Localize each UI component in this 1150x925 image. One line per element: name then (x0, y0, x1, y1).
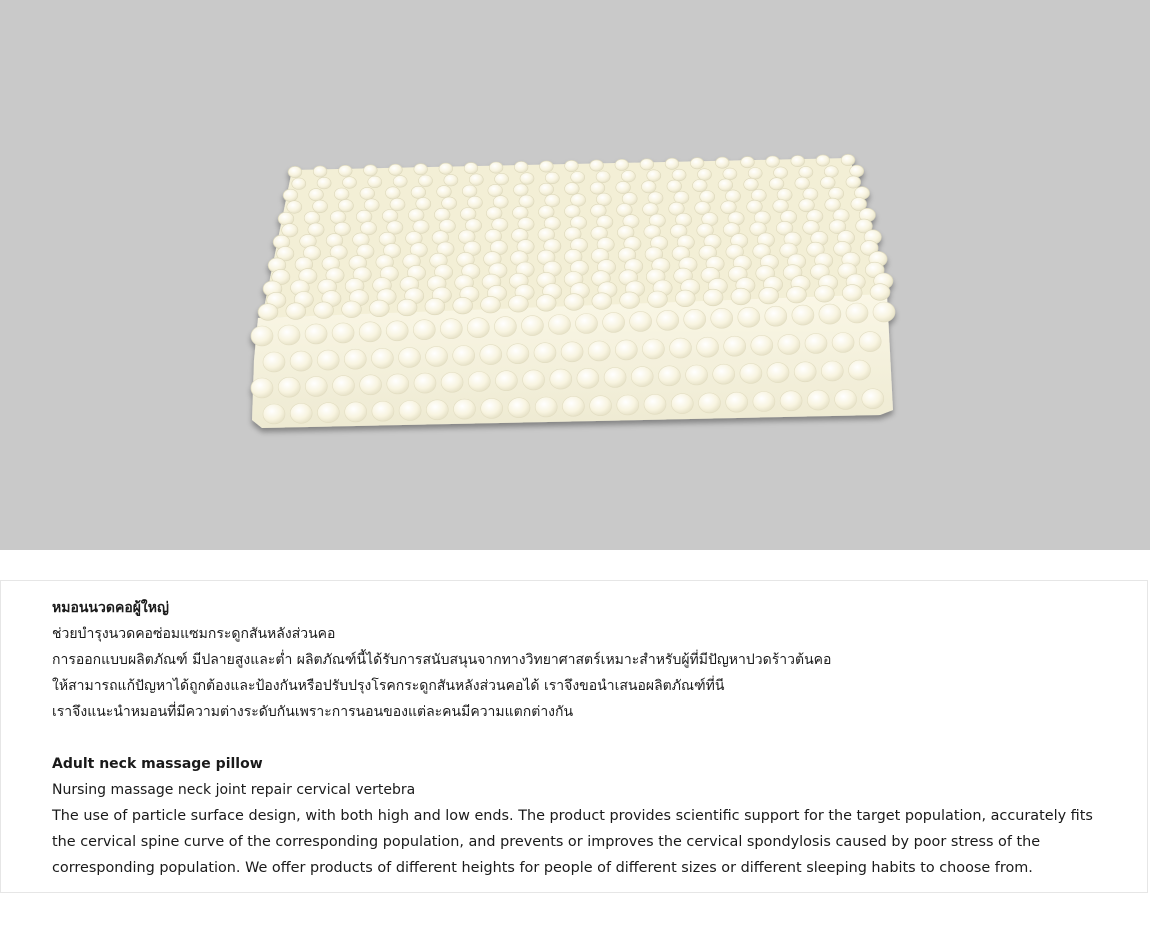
pillow-side-nub (399, 401, 421, 421)
pillow-nub (453, 297, 473, 314)
product-description (0, 580, 1148, 893)
pillow-side-nub (862, 389, 884, 409)
pillow-side-nub (278, 377, 300, 397)
pillow-side-nub (658, 366, 680, 386)
pillow-side-nub (305, 376, 327, 396)
pillow-nub (842, 285, 862, 302)
pillow-side-nub (371, 348, 393, 368)
pillow-side-nub (345, 402, 367, 422)
pillow-nub (870, 284, 890, 301)
pillow-nub (488, 184, 503, 196)
pillow-nub (748, 168, 762, 180)
pillow-nub (590, 182, 605, 194)
pillow-side-nub (278, 325, 300, 345)
pillow-nub (520, 173, 534, 185)
pillow-nub (640, 159, 654, 170)
pillow-nub (791, 156, 805, 167)
pillow-nub (439, 163, 453, 174)
pillow-nub (442, 197, 457, 210)
pillow-side-nub (846, 303, 868, 323)
pillow-side-nub (550, 369, 572, 389)
pillow-nub (287, 201, 302, 214)
pillow-nub (334, 188, 349, 200)
pillow-side-nub (332, 323, 354, 343)
pillow-nub (389, 164, 403, 175)
english-body: The use of particle surface design, with both high and low ends. The product provides scientific support for the target population, accurately fits the cervical spine curve of the corresponding population, and prevents or improves the cervical spondylosis caused by poor stress of the corresponding population. We offer products of different heights for people of different sizes or different sleeping habits to choose from. (52, 808, 1093, 876)
pillow-side-nub (263, 352, 285, 372)
pillow-side-nub (508, 398, 530, 418)
pillow-side-nub (711, 308, 733, 328)
pillow-nub (369, 300, 389, 317)
pillow-side-nub (386, 321, 408, 341)
pillow-nub (288, 166, 302, 177)
pillow-side-nub (604, 367, 626, 387)
pillow-side-nub (644, 394, 666, 414)
pillow-side-nub (399, 347, 421, 367)
pillow-side-nub (561, 342, 583, 362)
pillow-side-nub (724, 336, 746, 356)
pillow-nub (846, 176, 861, 188)
pillow-nub (620, 292, 640, 309)
pillow-nub (622, 192, 637, 205)
pillow-nub (799, 166, 813, 178)
pillow-nub (850, 165, 864, 177)
pillow-nub (489, 162, 503, 173)
pillow-side-nub (251, 378, 273, 398)
pillow-side-nub (344, 349, 366, 369)
pillow-nub (648, 291, 668, 308)
pillow-side-nub (507, 344, 529, 364)
pillow-nub (592, 293, 612, 310)
pillow-side-nub (426, 400, 448, 420)
pillow-nub (425, 298, 445, 315)
pillow-nub (390, 198, 405, 211)
pillow-nub (590, 160, 604, 171)
pillow-nub (464, 163, 478, 174)
pillow-nub (545, 172, 559, 184)
pillow-nub (509, 296, 529, 313)
pillow-side-nub (807, 390, 829, 410)
pillow-side-nub (521, 316, 543, 336)
thai-title: หมอนนวดคอผู้ใหญ่ (52, 600, 169, 616)
pillow-nub (540, 161, 554, 172)
pillow-side-nub (480, 345, 502, 365)
pillow-side-nub (387, 374, 409, 394)
pillow-nub (536, 295, 556, 312)
pillow-nub (258, 304, 278, 321)
english-subtitle: Nursing massage neck joint repair cervical vertebra (52, 782, 416, 798)
pillow-side-nub (726, 392, 748, 412)
pillow-side-nub (713, 364, 735, 384)
pillow-nub (437, 186, 452, 198)
pillow-nub (571, 194, 586, 207)
pillow-side-nub (778, 334, 800, 354)
pillow-side-nub (549, 315, 571, 335)
pillow-side-nub (359, 322, 381, 342)
pillow-nub (414, 164, 428, 175)
pillow-nub (774, 167, 788, 179)
pillow-side-nub (468, 372, 490, 392)
pillow-nub (469, 174, 483, 186)
pillow-nub (616, 181, 631, 193)
pillow-side-nub (441, 372, 463, 392)
pillow-side-nub (414, 373, 436, 393)
pillow-side-nub (794, 362, 816, 382)
pillow-side-nub (873, 302, 895, 322)
pillow-nub (841, 154, 855, 165)
pillow-side-nub (671, 394, 693, 414)
pillow-nub (330, 211, 346, 224)
pillow-side-nub (481, 398, 503, 418)
pillow-nub (751, 189, 766, 202)
pillow-side-nub (805, 333, 827, 353)
pillow-nub (759, 287, 779, 304)
pillow-nub (292, 178, 306, 190)
pillow-side-nub (699, 393, 721, 413)
pillow-nub (665, 158, 679, 169)
pillow-side-nub (426, 346, 448, 366)
pillow-nub (368, 176, 382, 188)
pillow-nub (667, 180, 682, 192)
pillow-side-nub (765, 306, 787, 326)
pillow-nub (495, 173, 509, 185)
pillow-nub (317, 177, 331, 189)
pillow-side-nub (317, 350, 339, 370)
pillow-nub (314, 302, 334, 319)
pillow-side-nub (523, 370, 545, 390)
pillow-nub (816, 155, 830, 166)
pillow-nub (278, 212, 294, 225)
pillow-side-nub (697, 337, 719, 357)
pillow-nub (386, 187, 401, 199)
pillow-side-nub (440, 319, 462, 339)
pillow-side-nub (657, 310, 679, 330)
pillow-nub (514, 184, 529, 196)
pillow-nub (565, 160, 579, 171)
pillow-side-nub (835, 389, 857, 409)
pillow-nub (672, 169, 686, 181)
thai-line-2: การออกแบบผลิตภัณฑ์ มีปลายสูงและต่ำ ผลิตภัณฑ์นี้ได้รับการสนับสนุนจากทางวิทยาศาสตร์เหมาะสำหรับผู้ที่มีปัญหาปวดร้าวต้นคอ (52, 652, 832, 668)
english-title: Adult neck massage pillow (52, 756, 263, 772)
pillow-nub (565, 183, 580, 195)
pillow-nub (766, 156, 780, 167)
pillow-nub (675, 290, 695, 307)
pillow-side-nub (615, 340, 637, 360)
pillow-nub (829, 187, 844, 200)
pillow-side-nub (859, 332, 881, 352)
pillow-side-nub (792, 305, 814, 325)
pillow-nub (824, 166, 838, 178)
pillow-side-nub (317, 403, 339, 423)
pillow-nub (282, 224, 298, 237)
pillow-nub (693, 180, 708, 192)
pillow-side-nub (617, 395, 639, 415)
pillow-side-nub (753, 392, 775, 412)
pillow-nub (339, 165, 353, 176)
pillow-side-nub (333, 376, 355, 396)
pillow-nub (596, 193, 611, 206)
pillow-nub (539, 183, 554, 195)
pillow-nub (647, 170, 661, 182)
pillow-nub (411, 186, 426, 198)
pillow-side-nub (290, 351, 312, 371)
pillow-nub (621, 170, 635, 182)
pillow-nub (731, 288, 751, 305)
pillow-side-nub (686, 365, 708, 385)
pillow-side-nub (467, 318, 489, 338)
pillow-nub (545, 194, 560, 207)
pillow-side-nub (821, 361, 843, 381)
spacer (52, 725, 1111, 751)
pillow-nub (690, 158, 704, 169)
pillow-side-nub (454, 399, 476, 419)
thai-line-3: ให้สามารถแก้ปัญหาได้ถูกต้องและป้องกันหรือปรับปรุงโรคกระดูกสันหลังส่วนคอได้ เราจึงขอนำเสนอผลิตภัณฑ์ที่นี (52, 678, 725, 694)
pillow-side-nub (767, 363, 789, 383)
pillow-nub (360, 187, 375, 199)
pillow-side-nub (535, 397, 557, 417)
pillow-nub (571, 172, 585, 184)
pillow-side-nub (372, 401, 394, 421)
pillow-nub (741, 157, 755, 168)
pillow-nub (514, 162, 528, 173)
pillow-side-nub (631, 367, 653, 387)
pillow-side-nub (534, 343, 556, 363)
pillow-side-nub (360, 375, 382, 395)
pillow-nub (795, 177, 810, 189)
pillow-nub (723, 168, 737, 180)
pillow-side-nub (263, 404, 285, 424)
pillow-side-nub (832, 333, 854, 353)
pillow-nub (703, 289, 723, 306)
pillow-nub (286, 303, 306, 320)
pillow-side-nub (290, 403, 312, 423)
pillow-nub (493, 196, 508, 209)
pillow-side-nub (590, 396, 612, 416)
pillow-nub (815, 286, 835, 303)
pillow-side-nub (670, 338, 692, 358)
pillow-nub (519, 195, 534, 208)
pillow-nub (716, 157, 730, 168)
pillow-nub (596, 171, 610, 183)
pillow-side-nub (603, 312, 625, 332)
pillow-nub (338, 199, 353, 212)
pillow-nub (313, 166, 327, 177)
pillow-side-nub (494, 317, 516, 337)
pillow-nub (397, 299, 417, 316)
pillow-side-nub (413, 320, 435, 340)
pillow-nub (309, 189, 324, 201)
pillow-nub (444, 174, 458, 186)
pillow-side-nub (738, 307, 760, 327)
pillow-nub (615, 159, 629, 170)
thai-line-1: ช่วยบำรุงนวดคอซ่อมแซมกระดูกสันหลังส่วนคอ (52, 626, 336, 642)
pillow-nub (641, 181, 656, 193)
pillow-nub (462, 185, 477, 197)
pillow-side-nub (819, 304, 841, 324)
pillow-nub (698, 169, 712, 181)
pillow-nub (467, 196, 482, 209)
pillow-side-nub (577, 368, 599, 388)
pillow-nub (342, 301, 362, 318)
pillow-side-nub (849, 360, 871, 380)
pillow-nub (283, 189, 298, 201)
pillow-nub (308, 223, 324, 236)
pillow-nub (769, 178, 784, 190)
pillow-nub (313, 200, 328, 213)
pillow-nub (416, 198, 431, 211)
pillow-side-nub (453, 346, 475, 366)
pillow-side-nub (740, 363, 762, 383)
pillow-nub (393, 176, 407, 188)
pillow-side-nub (251, 326, 273, 346)
pillow-nub (700, 191, 715, 204)
pillow-side-nub (630, 311, 652, 331)
pillow-side-nub (751, 335, 773, 355)
thai-line-4: เราจึงแนะนำหมอนที่มีความต่างระดับกันเพราะการนอนของแต่ละคนมีความแตกต่างกัน (52, 704, 574, 720)
pillow-side-nub (305, 324, 327, 344)
pillow-nub (481, 296, 501, 313)
pillow-side-nub (576, 314, 598, 334)
pillow-nub (744, 178, 759, 190)
pillow-side-nub (588, 341, 610, 361)
pillow-nub (419, 175, 433, 187)
pillow-nub (364, 165, 378, 176)
pillow-nub (718, 179, 733, 191)
pillow-side-nub (495, 371, 517, 391)
pillow-side-nub (642, 339, 664, 359)
pillow-nub (821, 177, 836, 189)
pillow-nub (364, 199, 379, 212)
pillow-nub (304, 212, 320, 225)
pillow-nub (343, 177, 357, 189)
pillow-nub (564, 294, 584, 311)
pillow-side-nub (780, 391, 802, 411)
pillow-nub (787, 286, 807, 303)
pillow-side-nub (684, 309, 706, 329)
pillow-side-nub (562, 396, 584, 416)
